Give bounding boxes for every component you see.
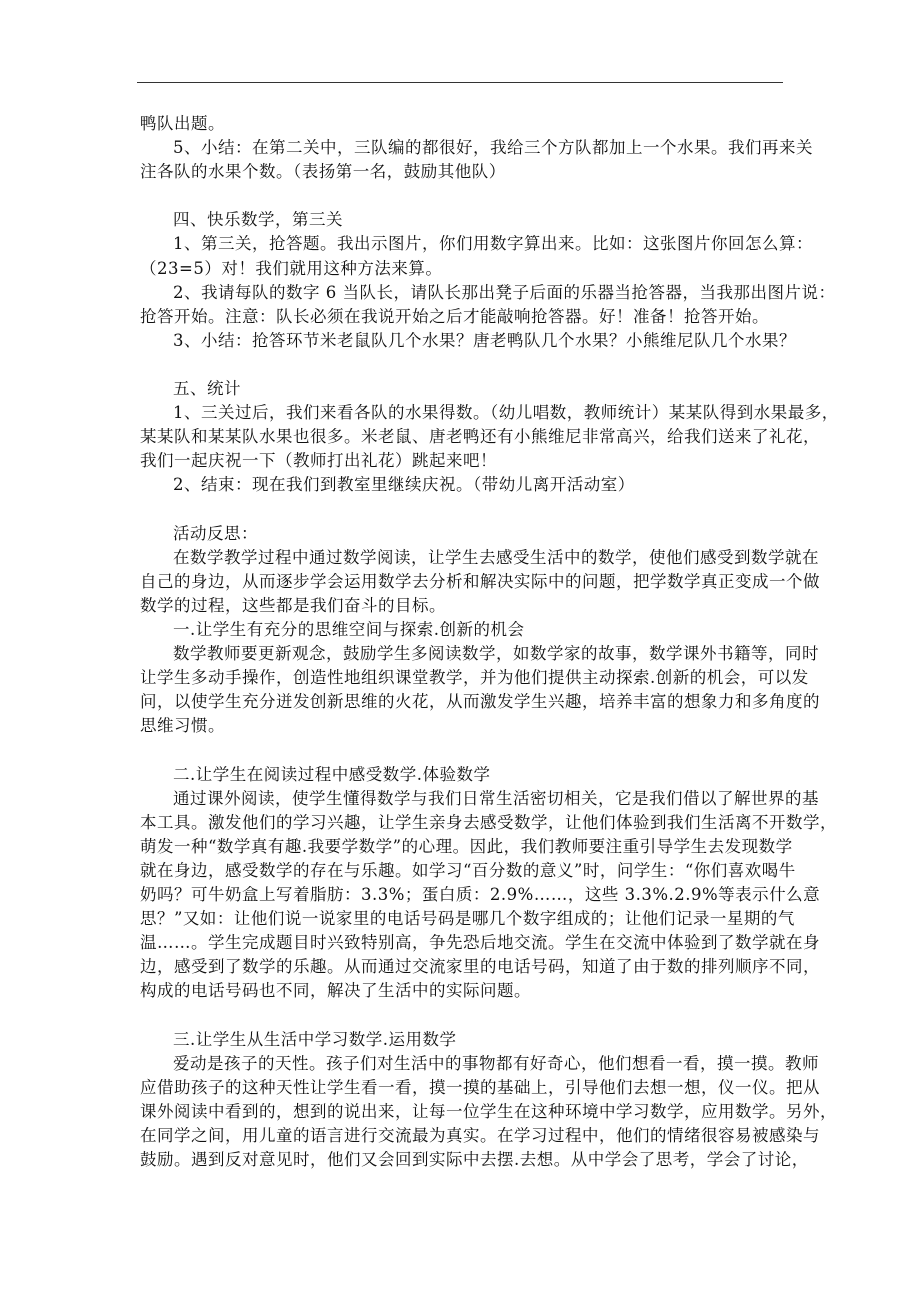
text-line: 构成的电话号码也不同，解决了生活中的实际问题。 xyxy=(140,981,531,1000)
text-line: 通过课外阅读，使学生懂得数学与我们日常生活密切相关，它是我们借以了解世界的基 xyxy=(173,789,819,808)
text-line: 让学生多动手操作，创造性地组织课堂教学，并为他们提供主动探索.创新的机会，可以发 xyxy=(140,668,809,687)
text-line: 边，感受到了数学的乐趣。从而通过交流家里的电话号码，知道了由于数的排列顺序不同， xyxy=(140,957,820,976)
section-heading: 五、统计 xyxy=(173,379,241,398)
text-line: 在数学教学过程中通过数学阅读，让学生去感受生活中的数学，使他们感受到数学就在 xyxy=(173,548,819,567)
text-line: 2、结束：现在我们到教室里继续庆祝。（带幼儿离开活动室） xyxy=(173,475,635,494)
text-line: 应借助孩子的这种天性让学生看一看，摸一摸的基础上，引导他们去想一想，仪一仪。把从 xyxy=(140,1078,820,1097)
text-line: 自己的身边，从而逐步学会运用数学去分析和解决实际中的问题，把学数学真正变成一个做 xyxy=(140,572,820,591)
text-line: 就在身边，感受数学的存在与乐趣。如学习“百分数的意义”时，问学生：“你们喜欢喝牛 xyxy=(140,861,796,880)
text-line: 温……。学生完成题目时兴致特别高，争先恐后地交流。学生在交流中体验到了数学就在身 xyxy=(140,933,820,952)
text-line: 1、三关过后，我们来看各队的水果得数。（幼儿唱数，教师统计）某某队得到水果最多， xyxy=(173,403,839,422)
text-line: 3、小结：抢答环节米老鼠队几个水果？唐老鸭队几个水果？小熊维尼队几个水果？ xyxy=(173,331,796,350)
text-line: 鸭队出题。 xyxy=(140,114,225,133)
text-line: 数学教师要更新观念，鼓励学生多阅读数学，如数学家的故事，数学课外书籍等，同时 xyxy=(173,644,819,663)
text-line: 课外阅读中看到的，想到的说出来，让每一位学生在这种环境中学习数学，应用数学。另外， xyxy=(140,1102,837,1121)
text-line: 1、第三关，抢答题。我出示图片，你们用数字算出来。比如：这张图片你回怎么算： xyxy=(173,234,813,253)
subsection-heading: 二.让学生在阅读过程中感受数学.体验数学 xyxy=(173,765,491,784)
text-line: 注各队的水果个数。（表扬第一名，鼓励其他队） xyxy=(140,162,506,181)
section-heading: 活动反思： xyxy=(173,524,258,543)
header-rule xyxy=(137,82,783,83)
text-line: 思？”又如：让他们说一说家里的电话号码是哪几个数字组成的；让他们记录一星期的气 xyxy=(140,909,795,928)
text-line: 5、小结：在第二关中，三队编的都很好，我给三个方队都加上一个水果。我们再来关 xyxy=(173,138,813,157)
text-line: 抢答开始。注意：队长必须在我说开始之后才能敲响抢答器。好！准备！抢答开始。 xyxy=(140,307,769,326)
section-heading: 四、快乐数学，第三关 xyxy=(173,210,343,229)
text-line: 2、我请每队的数字 6 当队长，请队长那出凳子后面的乐器当抢答器，当我那出图片说： xyxy=(173,283,836,302)
text-line: 奶吗？可牛奶盒上写着脂肪：3.3%；蛋白质：2.9%……，这些 3.3%.2.9%等表示什么意 xyxy=(140,885,821,904)
text-line: （23=5）对！我们就用这种方法来算。 xyxy=(140,259,443,278)
text-line: 在同学之间，用儿童的语言进行交流最为真实。在学习过程中，他们的情绪很容易被感染与 xyxy=(140,1126,820,1145)
text-line: 我们一起庆祝一下（教师打出礼花）跳起来吧！ xyxy=(140,451,497,470)
text-line: 某某队和某某队水果也很多。米老鼠、唐老鸭还有小熊维尼非常高兴，给我们送来了礼花， xyxy=(140,427,820,446)
text-line: 爱动是孩子的天性。孩子们对生活中的事物都有好奇心，他们想看一看，摸一摸。教师 xyxy=(173,1054,819,1073)
subsection-heading: 一.让学生有充分的思维空间与探索.创新的机会 xyxy=(173,620,525,639)
text-line: 本工具。激发他们的学习兴趣，让学生亲身去感受数学，让他们体验到我们生活离不开数学， xyxy=(140,813,837,832)
text-line: 萌发一种“数学真有趣.我要学数学”的心理。因此，我们教师要注重引导学生去发现数学 xyxy=(140,837,793,856)
subsection-heading: 三.让学生从生活中学习数学.运用数学 xyxy=(173,1030,457,1049)
text-line: 鼓励。遇到反对意见时，他们又会回到实际中去摆.去想。从中学会了思考，学会了讨论， xyxy=(140,1150,809,1169)
text-line: 思维习惯。 xyxy=(140,716,225,735)
text-line: 数学的过程，这些都是我们奋斗的目标。 xyxy=(140,596,446,615)
text-line: 问，以使学生充分迸发创新思维的火花，从而激发学生兴趣，培养丰富的想象力和多角度的 xyxy=(140,692,820,711)
